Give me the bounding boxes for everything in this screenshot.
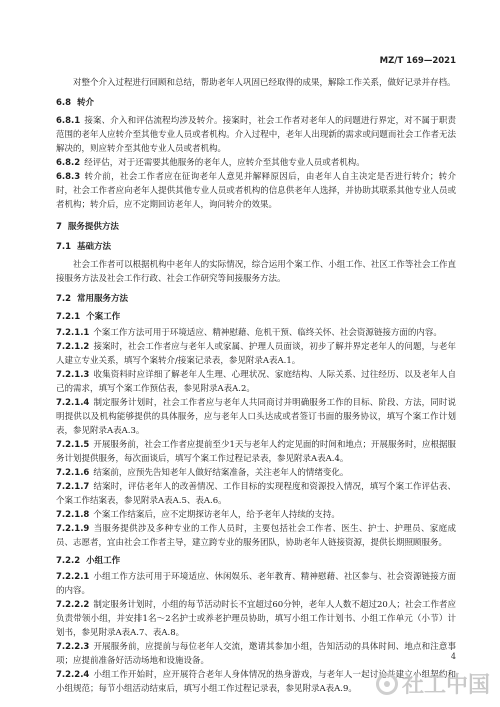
clause-7-2-1-5 <box>56 438 456 466</box>
clause-7-2-1-1 <box>56 326 456 340</box>
clause-7-2-1-9 <box>56 522 456 550</box>
section-number: 6.8 <box>56 98 72 108</box>
section-title: 服务提供方法 <box>67 222 119 232</box>
clause-number: 7.2.1.7 <box>56 482 90 492</box>
section-7-2-1-heading <box>56 310 456 324</box>
clause-text: 经评估，对于还需要其他服务的老年人，应转介至其他专业人员或者机构。 <box>84 158 365 168</box>
section-number: 7.2.2 <box>56 556 81 566</box>
section-7-2-heading <box>56 292 456 306</box>
clause-7-2-1-4 <box>56 396 456 438</box>
section-7-heading <box>56 220 456 234</box>
watermark <box>376 668 490 699</box>
clause-text: 小组工作方法可用于环境适应、休闲娱乐、老年教育、精神慰藉、社区参与、社会资源链接方面的内容。 <box>56 572 456 596</box>
clause-text: 开展服务前，社会工作者应提前至少1天与老年人约定见面的时间和地点；开展服务时，应根据服务计划提供服务，每次面谈后，填写个案工作过程记录表，参见附录A表A.4。 <box>56 440 456 464</box>
clause-6-8-3 <box>56 170 456 212</box>
clause-7-2-1-3 <box>56 368 456 396</box>
clause-text: 结案时，评估老年人的改善情况、工作目标的实现程度和资源投入情况，填写个案工作评估表、个案工作结案表，参见附录A表A.5、表A.6。 <box>56 482 456 506</box>
clause-text: 个案工作结案后，应不定期探访老年人，给予老年人持续的支持。 <box>93 510 340 520</box>
clause-number: 7.2.1.9 <box>56 524 90 534</box>
clause-6-8-2 <box>56 156 456 170</box>
clause-number: 7.2.1.5 <box>56 440 90 450</box>
clause-7-2-1-6 <box>56 466 456 480</box>
clause-number: 7.2.2.2 <box>56 600 90 610</box>
clause-text: 个案工作方法可用于环境适应、精神慰藉、危机干预、临终关怀、社会资源链接方面的内容。 <box>93 328 442 338</box>
section-title: 常用服务方法 <box>76 294 128 304</box>
section-title: 小组工作 <box>86 556 121 566</box>
clause-7-2-1-2 <box>56 340 456 368</box>
clause-text: 接案时，社会工作者应与老年人或家属、护理人员面谈，初步了解并界定老年人的问题，与老年人建立专业关系，填写个案转介/接案记录表，参见附录A表A.1。 <box>56 342 456 366</box>
clause-7-2-1-8 <box>56 508 456 522</box>
clause-text: 开展服务前，应提前与每位老年人交流，邀请其参加小组，告知活动的具体时间、地点和注意事项；应提前准备好活动场地和设施设备。 <box>56 642 456 666</box>
clause-text: 转介前，社会工作者应在征询老年人意见并解释原因后，由老年人自主决定是否进行转介；转介时，社会工作者应向老年人提供其他专业人员或者机构的信息供老年人选择，并协助其联系其他专业人员或者机构；转介后，应不定期回访老年人，询问转介的效果。 <box>56 172 456 210</box>
clause-text: 当服务提供涉及多种专业的工作人员时，主要包括社会工作者、医生、护士、护理员、家庭成员、志愿者，宜由社会工作者主导，建立跨专业的服务团队，协助老年人链接资源，提供长期照顾服务。 <box>56 524 456 548</box>
clause-text: 结案前，应预先告知老年人做好结案准备，关注老年人的情绪变化。 <box>93 468 349 478</box>
section-number: 7 <box>56 222 62 232</box>
clause-text: 接案、介入和评估流程均涉及转介。接案时，社会工作者对老年人的问题进行界定，对不属于职责范围的老年人应转介至其他专业人员或者机构。介入过程中，老年人出现新的需求或问题而社会工作者无法解决的，则应转介至其他专业人员或者机构。 <box>56 116 456 154</box>
section-6-8-heading <box>56 96 456 110</box>
clause-number: 7.2.1.6 <box>56 468 90 478</box>
clause-number: 6.8.2 <box>56 158 81 168</box>
section-number: 7.2.1 <box>56 312 81 322</box>
document-body <box>56 76 456 696</box>
clause-text: 制定服务计划时，社会工作者应与老年人共同商讨并明确服务工作的目标、阶段、方法，同时说明提供以及机构能够提供的具体服务，应与老年人口头达成或者签订书面的服务协议，填写个案工作计划表，参见附录A表A.3。 <box>56 398 456 436</box>
watermark-logo-icon <box>376 673 398 695</box>
clause-7-2-2-2 <box>56 598 456 640</box>
clause-number: 6.8.3 <box>56 172 81 182</box>
clause-number: 7.2.1.3 <box>56 370 90 380</box>
section-7-2-2-heading <box>56 554 456 568</box>
clause-7-2-1-7 <box>56 480 456 508</box>
clause-number: 7.2.2.3 <box>56 642 90 652</box>
page-number: 4 <box>450 652 456 661</box>
clause-text: 小组工作开始时，应开展符合老年人身体情况的热身游戏，与老年人一起讨论并建立小组契约和小组规范；每节小组活动结束后，填写小组工作过程记录表，参见附录A表A.9。 <box>56 670 456 694</box>
clause-number: 7.2.2.4 <box>56 670 90 680</box>
clause-6-8-1 <box>56 114 456 156</box>
section-7-1-heading <box>56 240 456 254</box>
clause-text: 制定服务计划时，小组的每节活动时长不宜超过60分钟，老年人人数不超过20人；社会工作者应负责带领小组，并安排1名～2名护士或养老护理员协助，填写小组工作计划书、小组工作单元（小节）计划书，参见附录A表A.7、表A.8。 <box>56 600 456 638</box>
clause-number: 7.2.1.4 <box>56 398 90 408</box>
clause-number: 7.2.1.8 <box>56 510 90 520</box>
section-number: 7.2 <box>56 294 72 304</box>
standard-code: MZ/T 169—2021 <box>379 56 456 66</box>
clause-number: 7.2.1.1 <box>56 328 90 338</box>
section-number: 7.1 <box>56 242 72 252</box>
section-title: 基础方法 <box>76 242 111 252</box>
clause-number: 7.2.1.2 <box>56 342 90 352</box>
clause-number: 6.8.1 <box>56 116 81 126</box>
section-title: 个案工作 <box>86 312 121 322</box>
clause-7-2-2-3 <box>56 640 456 668</box>
section-title: 转介 <box>76 98 94 108</box>
intro-paragraph: 对整个介入过程进行回顾和总结，帮助老年人巩固已经取得的成果，解除工作关系，做好记录并存档。 <box>73 78 456 88</box>
watermark-text: 社工中国 <box>401 673 490 698</box>
clause-number: 7.2.2.1 <box>56 572 90 582</box>
clause-text: 收集资料时应详细了解老年人生理、心理状况、家庭结构、人际关系、过往经历、以及老年人自己的需求，填写个案工作预估表，参见附录A表A.2。 <box>56 370 456 394</box>
clause-7-2-2-1 <box>56 570 456 598</box>
section-7-1-text: 社会工作者可以根据机构中老年人的实际情况，综合运用个案工作、小组工作、社区工作等社会工作直接服务方法及社会工作行政、社会工作研究等间接服务方法。 <box>56 260 456 284</box>
